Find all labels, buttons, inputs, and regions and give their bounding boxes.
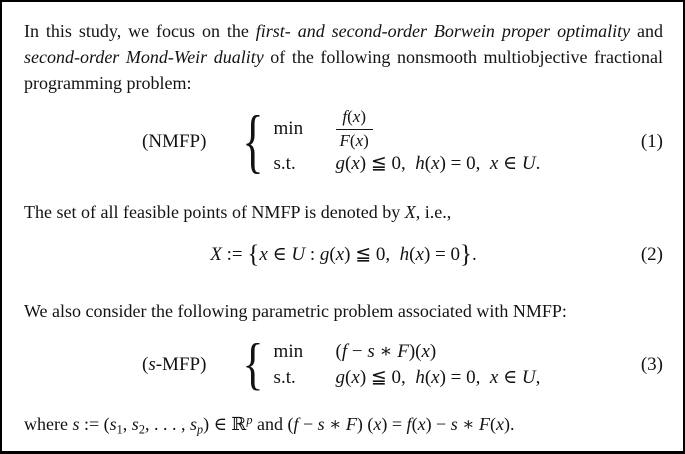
set-period: . xyxy=(471,244,477,265)
smfp-objective: (f − s ∗ F)(x) xyxy=(335,341,437,362)
paragraph-feasible-set: The set of all feasible points of NMFP is denoted by X, i.e., xyxy=(24,202,452,222)
nmfp-cases-body xyxy=(274,107,541,176)
equation-number-2: (2) xyxy=(640,244,663,265)
smfp-objective-row xyxy=(274,339,541,365)
feasible-set-definition xyxy=(24,240,663,270)
min-operator: min xyxy=(273,118,304,139)
paragraph-where: where s := ($s_1$, $s_2$, . . . , $s_p$) ∈ ℝ$^p$ and (f − s ∗ F) (x) = f(x) − s ∗ F(x). xyxy=(24,412,515,437)
fraction-denominator: F(x) xyxy=(339,130,369,150)
equation-smfp xyxy=(24,332,663,397)
nmfp-constraints: g(x) ≦ 0, h(x) = 0, x ∈ U. xyxy=(335,152,541,174)
open-brace: { xyxy=(247,241,260,268)
equation-number-3: (3) xyxy=(640,354,663,375)
set-lhs: X := xyxy=(210,244,248,265)
smfp-constraints: g(x) ≦ 0, h(x) = 0, x ∈ U, xyxy=(335,367,541,388)
equation-feasible-set xyxy=(24,240,663,272)
paragraph-intro: In this study, we focus on the first- and second-order Borwein proper optimality and second-order Mond-Weir duality of the following nonsmooth multiobjective fractional programming problem: xyxy=(24,21,663,93)
subject-to-label: s.t. xyxy=(273,152,296,174)
cases-brace-icon: { xyxy=(242,101,264,181)
close-brace: } xyxy=(459,241,472,268)
nmfp-constraint-row xyxy=(274,151,541,177)
problem-label-smfp: (s-MFP) xyxy=(142,354,207,375)
cases-brace-icon: { xyxy=(242,332,264,397)
problem-label-nmfp: (NMFP) xyxy=(142,131,207,152)
set-body: x ∈ U : g(x) ≦ 0, h(x) = 0 xyxy=(259,244,460,265)
objective-fraction xyxy=(336,107,373,150)
equation-number-1: (1) xyxy=(640,131,663,152)
smfp-cases-body xyxy=(274,339,541,391)
fraction-numerator: f(x) xyxy=(336,107,373,129)
min-operator: min xyxy=(273,341,304,362)
paragraph-parametric: We also consider the following parametric problem associated with NMFP: xyxy=(24,301,567,321)
equation-nmfp xyxy=(24,101,663,181)
nmfp-objective-row xyxy=(274,107,541,150)
subject-to-label: s.t. xyxy=(273,367,296,388)
smfp-constraint-row xyxy=(274,365,541,391)
